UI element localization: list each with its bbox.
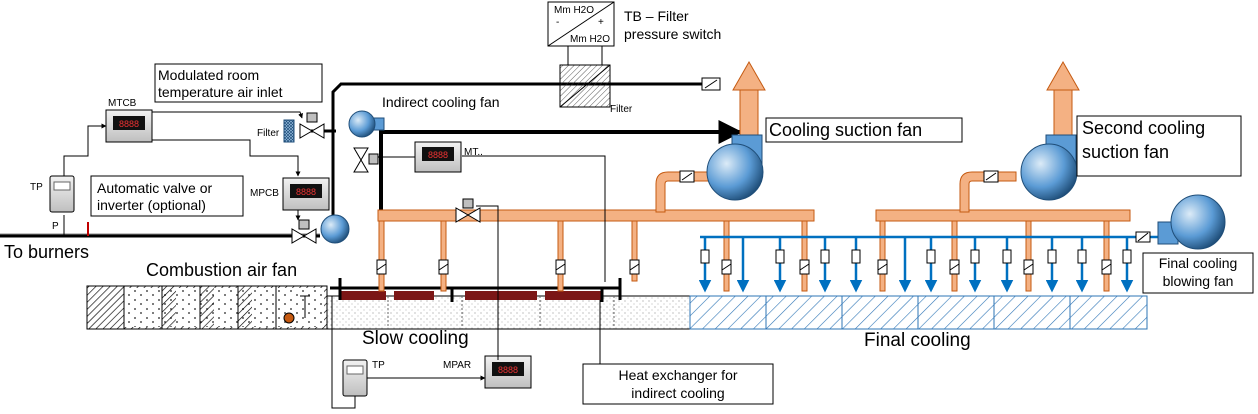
- final-cooling-blowing-fan-icon: [1158, 195, 1225, 249]
- second-cooling-line1: Second cooling: [1082, 118, 1206, 138]
- indirect-cooling-fan-label: Indirect cooling fan: [382, 94, 500, 110]
- filter-left-label: Filter: [257, 128, 280, 139]
- minus-sign: -: [556, 17, 560, 28]
- heat-exchanger-line2: indirect cooling: [631, 385, 725, 401]
- mpar-label: MPAR: [443, 360, 472, 371]
- auto-valve-line1: Automatic valve or: [97, 180, 213, 196]
- filter-top-label: Filter: [610, 104, 633, 115]
- cooling-suction-fan-icon: [707, 135, 763, 200]
- to-burners-label: To burners: [4, 242, 90, 262]
- cooling-suction-fan-label: Cooling suction fan: [769, 120, 923, 140]
- plus-sign: +: [598, 17, 604, 28]
- mpcb-label: MPCB: [250, 188, 279, 199]
- controller-mpar: [485, 356, 531, 388]
- final-blow-pipe: [700, 237, 1172, 290]
- valve-modulated-inlet: [300, 113, 324, 138]
- svg-text:8888: 8888: [295, 187, 317, 197]
- tb-switch-line1: TB – Filter: [624, 8, 689, 24]
- mtcb-label: MTCB: [108, 98, 137, 109]
- valve-indirect: [354, 148, 378, 172]
- tb-switch-line2: pressure switch: [624, 26, 722, 42]
- tp-top-label: TP: [30, 182, 43, 193]
- filter-inlet-icon: [284, 120, 294, 142]
- indirect-cooling-fan-icon: [349, 111, 384, 137]
- tp-bottom-label: TP: [372, 360, 385, 371]
- pressure-transmitter-top: [50, 176, 74, 212]
- svg-text:8888: 8888: [497, 365, 519, 375]
- kiln-body: [87, 286, 1147, 329]
- filter-box: [560, 46, 610, 107]
- slow-cooling-label: Slow cooling: [362, 328, 469, 349]
- combustion-air-fan-icon: [321, 215, 349, 243]
- final-blowing-line2: blowing fan: [1162, 273, 1234, 289]
- valve-combustion: [292, 220, 316, 243]
- final-cooling-label: Final cooling: [864, 330, 971, 351]
- auto-valve-line2: inverter (optional): [97, 197, 206, 213]
- mm-h2o-top: Mm H2O: [554, 5, 594, 16]
- heat-exchanger: [330, 278, 620, 302]
- controller-mpcb: [283, 178, 329, 210]
- svg-text:8888: 8888: [427, 150, 449, 160]
- modulated-line2: temperature air inlet: [158, 84, 283, 100]
- pressure-transmitter-bottom: [343, 360, 367, 396]
- combustion-air-fan-label: Combustion air fan: [146, 260, 298, 280]
- controller-mt: [415, 142, 461, 172]
- mm-h2o-bottom: Mm H2O: [570, 34, 610, 45]
- modulated-line1: Modulated room: [158, 67, 260, 83]
- final-blowing-line1: Final cooling: [1158, 255, 1238, 271]
- svg-text:8888: 8888: [118, 119, 140, 129]
- controller-mtcb: [106, 110, 152, 142]
- second-cooling-line2: suction fan: [1082, 142, 1170, 162]
- heat-exchanger-line1: Heat exchanger for: [618, 367, 738, 383]
- burner-line: [0, 215, 320, 236]
- mt-label: MT..: [464, 147, 483, 158]
- second-cooling-suction-fan-icon: [1021, 135, 1077, 200]
- p-label: P: [52, 221, 59, 232]
- blow-dampers: [701, 250, 1131, 263]
